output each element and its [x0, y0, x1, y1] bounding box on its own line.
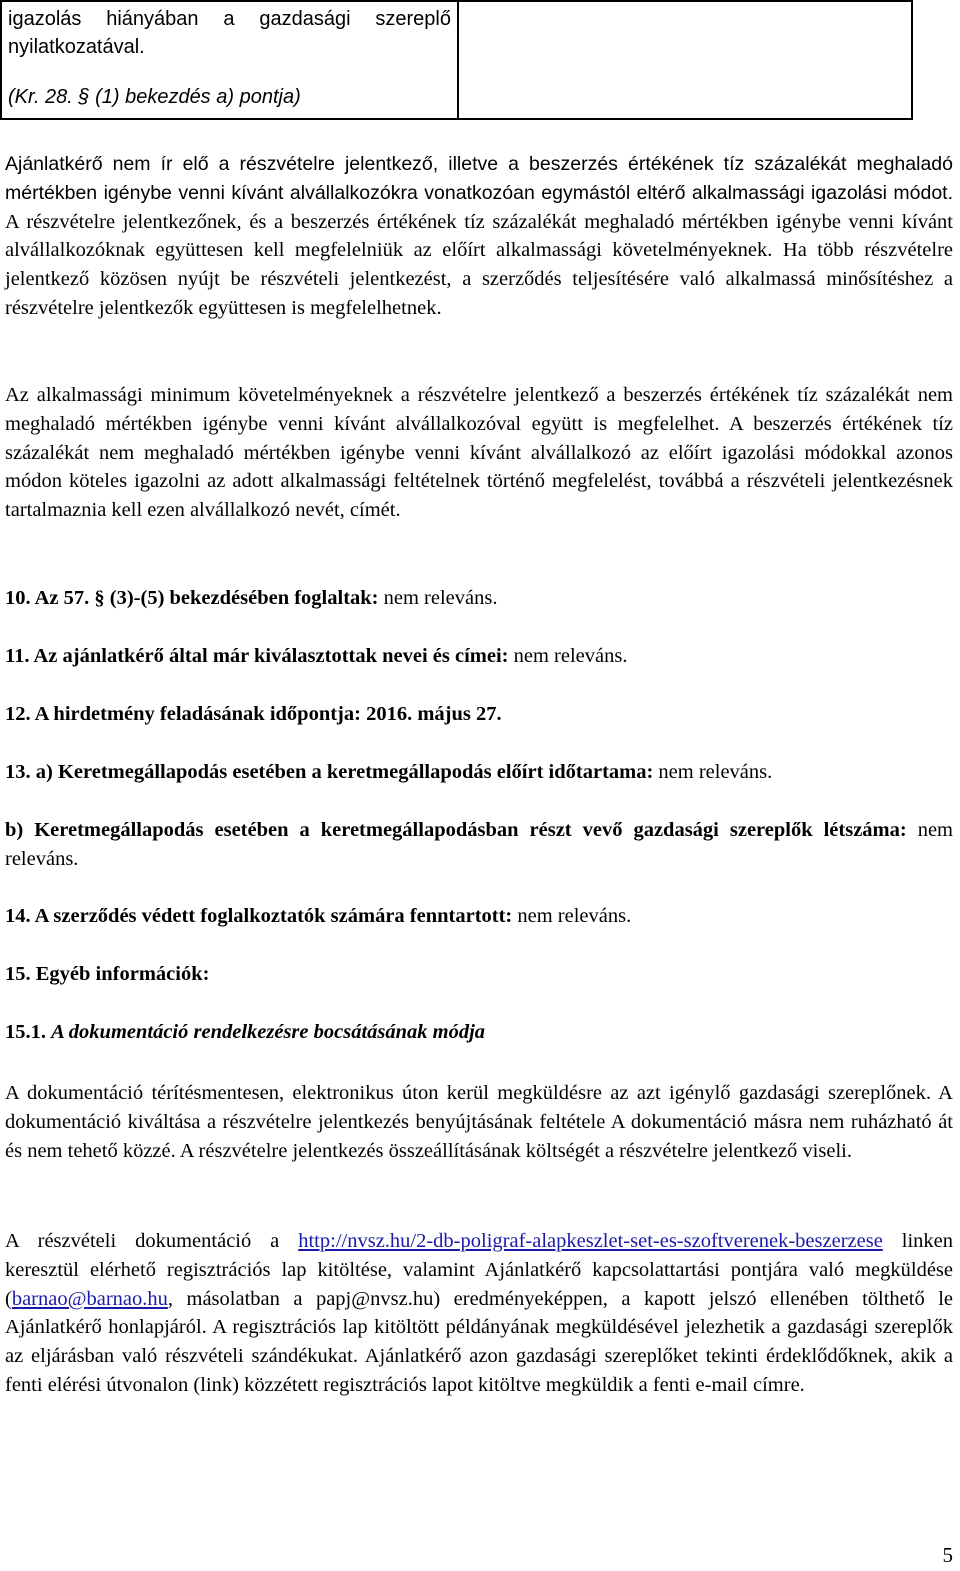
section-14-heading: 14. A szerződés védett foglalkoztatók számára fenntartott:: [5, 905, 513, 927]
registration-text-1: A részvételi dokumentáció a: [5, 1230, 299, 1252]
paragraph-documentation-access: A dokumentáció térítésmentesen, elektronikus úton kerül megküldésre az azt igénylő gazdasági szereplőnek. A dokumentáció kiváltása a részvételre jelentkezés benyújtásának feltétele A dokumentáció másra nem ruházható át és nem tehető közzé. A részvételre jelentkezés összeállításának költségét a részvételre jelentkező viseli.: [5, 1082, 953, 1162]
page-number: 5: [942, 1543, 953, 1567]
section-15-1: [5, 1018, 953, 1047]
section-11-heading: 11. Az ajánlatkérő által már kiválasztottak nevei és címei:: [5, 645, 509, 667]
section-15: [5, 960, 953, 989]
section-13a-heading: 13. a) Keretmegállapodás esetében a keretmegállapodás előírt időtartama:: [5, 761, 654, 783]
registration-text-3: , másolatban a papj@nvsz.hu) eredményeképpen, a kapott jelszó ellenében tölthető le Ajánlatkérő honlapjáról. A regisztrációs lap kitöltött példányának megküldésével jelezhetik a gazdasági szereplők az eljárásban való részvételi szándékukat. Ajánlatkérő azon gazdasági szereplőket tekinti érdeklődőknek, akik a fenti elérési útvonalon (link) közzétett regisztrációs lapot kitöltve megküldik a fenti e-mail címre.: [5, 1287, 953, 1396]
section-13b: [5, 816, 953, 874]
section-10-heading: 10. Az 57. § (3)-(5) bekezdésében foglaltak:: [5, 587, 379, 609]
paragraph-part-joint: A részvételre jelentkezőnek, és a beszerzés értékének tíz százalékát meghaladó mértékben igénybe venni kívánt alvállalkozóknak együttesen kell megfelelniük az előírt alkalmassági követelményeknek.: [5, 210, 953, 262]
section-13b-value: nem releváns.: [5, 819, 954, 870]
paragraph-suitability-verification: [5, 150, 953, 323]
section-15-1-title: A dokumentáció rendelkezésre bocsátásának módja: [51, 1021, 486, 1043]
section-10: [5, 584, 953, 613]
section-10-value: nem releváns.: [378, 587, 498, 609]
paragraph-part-consortium: Ha több részvételre jelentkező közösen nyújt be részvételi jelentkezést, a szerződés teljesítésére való alkalmassá minősítéshez a részvételre jelentkezők együttesen is megfelelhetnek.: [5, 239, 954, 319]
section-14-value: nem releváns.: [512, 905, 632, 927]
email-link[interactable]: barnao@barnao.hu: [11, 1287, 168, 1310]
table-cell-reference: (Kr. 28. § (1) bekezdés a) pontja): [8, 86, 301, 108]
registration-text-2: linken keresztül elérhető regisztrációs lap kitöltése, valamint Ajánlatkérő kapcsolattartási pontjára való megküldése (: [5, 1230, 953, 1310]
section-13a-value: nem releváns.: [653, 761, 773, 783]
section-13b-heading: b) Keretmegállapodás esetében a keretmegállapodásban részt vevő gazdasági szereplők létszáma:: [5, 819, 907, 841]
section-13a: [5, 758, 953, 787]
table-cell-right: [458, 1, 912, 119]
section-14: [5, 902, 953, 931]
paragraph-part-sans: Ajánlatkérő nem ír elő a részvételre jelentkező, illetve a beszerzés értékének tíz százalékát meghaladó mértékben igénybe venni kívánt alvállalkozókra vonatkozóan egymástól eltérő alkalmassági igazolási módot.: [5, 153, 953, 204]
table-cell-left: [1, 1, 458, 119]
paragraph-documentation-registration: [5, 1227, 953, 1400]
section-15-heading: 15. Egyéb információk:: [5, 963, 210, 985]
section-11-value: nem releváns.: [508, 645, 628, 667]
paragraph-subcontractor-suitability: Az alkalmassági minimum követelményeknek a részvételre jelentkező a beszerzés értékének tíz százalékát nem meghaladó mértékben igénybe venni kívánt alvállalkozóval együtt is megfelelhet. A beszerzés értékének tíz százalékát nem meghaladó mértékben igénybe venni kívánt alvállalkozó az előírt igazolási módokkal azonos módon köteles igazolni az adott alkalmassági feltételnek történő megfelelést, továbbá a részvételi jelentkezésnek tartalmaznia kell ezen alvállalkozó nevét, címét.: [5, 384, 953, 522]
section-12: [5, 700, 953, 729]
documentation-link[interactable]: http://nvsz.hu/2-db-poligraf-alapkeszlet-set-es-szoftverenek-beszerzese: [298, 1230, 883, 1252]
section-11: [5, 642, 953, 671]
section-15-1-number: 15.1.: [5, 1021, 46, 1043]
requirements-table-fragment: [0, 0, 913, 120]
section-12-heading: 12. A hirdetmény feladásának időpontja: 2016. május 27.: [5, 703, 502, 725]
table-cell-text: igazolás hiányában a gazdasági szereplő nyilatkozatával.: [8, 8, 451, 58]
